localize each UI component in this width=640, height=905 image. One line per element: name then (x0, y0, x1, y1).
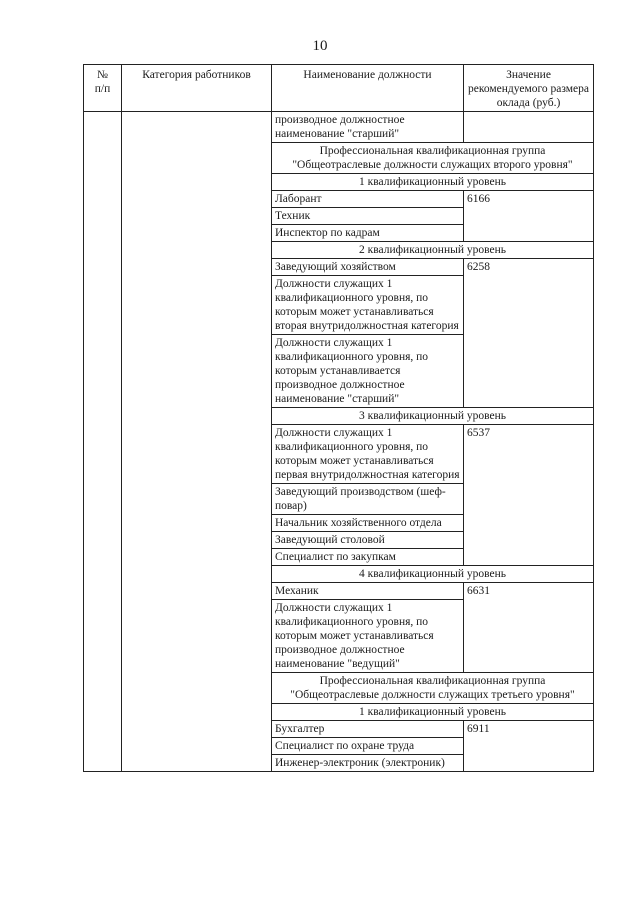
level-title: 1 квалификационный уровень (272, 174, 594, 191)
position-cell: Инженер-электроник (электроник) (272, 755, 464, 772)
level-title: 4 квалификационный уровень (272, 566, 594, 583)
position-cell: Специалист по закупкам (272, 549, 464, 566)
position-cell: Начальник хозяйственного отдела (272, 515, 464, 532)
position-cell: Заведующий производством (шеф-повар) (272, 484, 464, 515)
table-row (84, 112, 594, 143)
category-cell (122, 112, 272, 772)
table-header-row (84, 65, 594, 112)
level-title: 2 квалификационный уровень (272, 242, 594, 259)
position-cell: Заведующий столовой (272, 532, 464, 549)
salary-cell: 6911 (464, 721, 594, 772)
salary-cell: 6258 (464, 259, 594, 408)
group-title: Профессиональная квалификационная группа "Общеотраслевые должности служащих второго уровня" (272, 143, 594, 174)
header-category: Категория работников (122, 65, 272, 112)
header-position: Наименование должности (272, 65, 464, 112)
header-salary: Значение рекомендуемого размера оклада (руб.) (464, 65, 594, 112)
position-cell: Должности служащих 1 квалификационного уровня, по которым может устанавливаться производное должностное наименование "ведущий" (272, 600, 464, 673)
position-cell: Должности служащих 1 квалификационного уровня, по которым может устанавливаться первая внутридолжностная категория (272, 425, 464, 484)
position-cell: Бухгалтер (272, 721, 464, 738)
position-cell: Должности служащих 1 квалификационного уровня, по которым может устанавливаться вторая внутридолжностная категория (272, 276, 464, 335)
page-number: 10 (312, 38, 328, 54)
position-cell: Заведующий хозяйством (272, 259, 464, 276)
group-title: Профессиональная квалификационная группа "Общеотраслевые должности служащих третьего уровня" (272, 673, 594, 704)
position-cell: Должности служащих 1 квалификационного уровня, по которым устанавливается производное должностное наименование "старший" (272, 335, 464, 408)
position-cell: Техник (272, 208, 464, 225)
salary-cell (464, 112, 594, 143)
num-cell (84, 112, 122, 772)
position-cell: производное должностное наименование "старший" (272, 112, 464, 143)
salary-table (83, 64, 594, 772)
level-title: 3 квалификационный уровень (272, 408, 594, 425)
salary-cell: 6166 (464, 191, 594, 242)
position-cell: Механик (272, 583, 464, 600)
salary-cell: 6537 (464, 425, 594, 566)
salary-cell: 6631 (464, 583, 594, 673)
position-cell: Лаборант (272, 191, 464, 208)
position-cell: Специалист по охране труда (272, 738, 464, 755)
header-num: № п/п (84, 65, 122, 112)
level-title: 1 квалификационный уровень (272, 704, 594, 721)
position-cell: Инспектор по кадрам (272, 225, 464, 242)
